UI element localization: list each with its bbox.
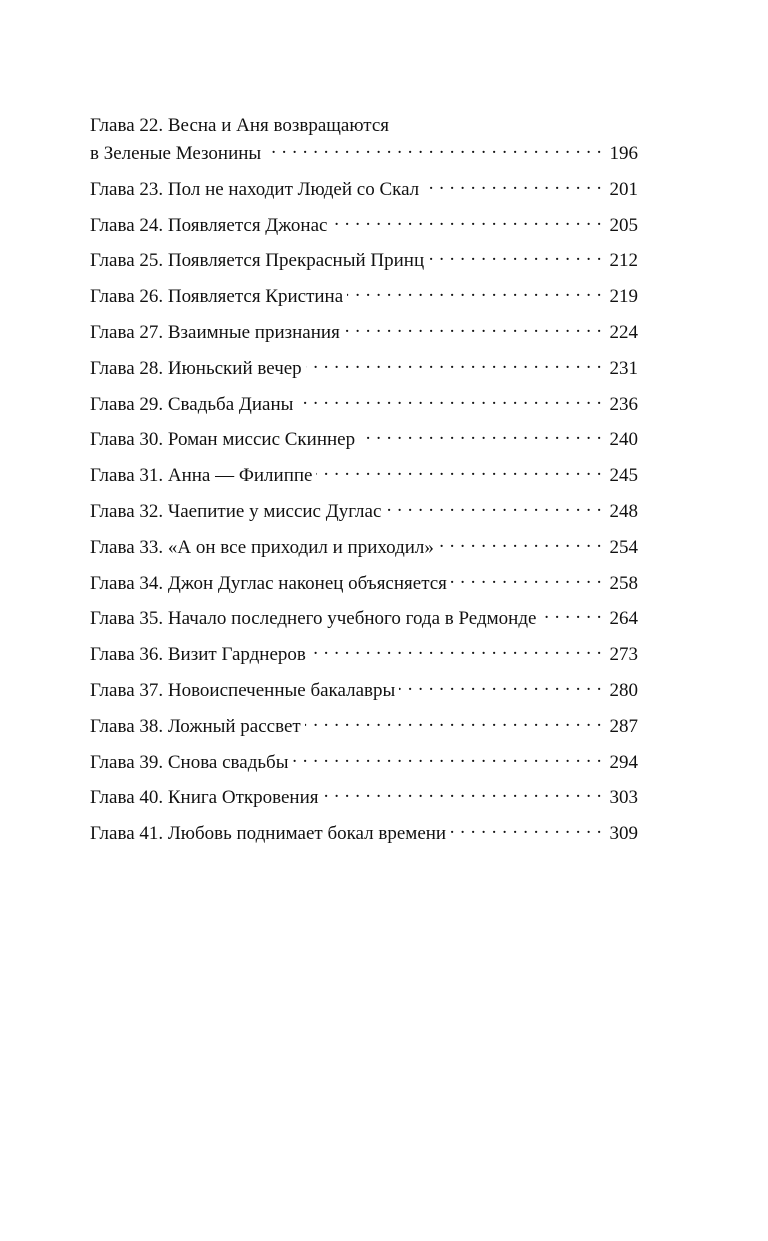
toc-entry-title: Глава 27. Взаимные признания — [90, 321, 340, 343]
toc-entry-title: Глава 35. Начало последнего учебного года в Редмонде — [90, 608, 537, 630]
toc-entry-title: Глава 37. Новоиспеченные бакалавры — [90, 679, 396, 701]
toc-entry-page-number: 236 — [609, 393, 638, 415]
toc-entry-page-number: 258 — [609, 572, 638, 594]
dot-leader — [306, 352, 602, 374]
toc-entry-chapter-28[interactable] — [90, 352, 638, 380]
toc-entry-chapter-36[interactable] — [90, 638, 638, 666]
toc-entry-title: Глава 26. Появляется Кристина — [90, 286, 344, 308]
toc-entry-title: Глава 39. Снова свадьбы — [90, 751, 289, 773]
dot-leader — [428, 244, 602, 266]
toc-entry-title: Глава 31. Анна — Филиппе — [90, 465, 313, 487]
toc-entry-title: Глава 38. Ложный рассвет — [90, 715, 301, 737]
toc-entry-title: Глава 25. Появляется Прекрасный Принц — [90, 250, 425, 272]
toc-entry-page-number: 303 — [609, 787, 638, 809]
dot-leader — [359, 423, 602, 445]
toc-entry-page-number: 294 — [609, 751, 638, 773]
toc-entry-page-number: 309 — [609, 823, 638, 845]
toc-entry-page-number: 224 — [609, 321, 638, 343]
dot-leader — [451, 567, 602, 589]
toc-entry-chapter-25[interactable] — [90, 244, 638, 272]
toc-entry-chapter-33[interactable] — [90, 531, 638, 559]
dot-leader — [297, 388, 602, 410]
toc-entry-title-line1: Глава 22. Весна и Аня возвращаются — [90, 115, 389, 136]
dot-leader — [385, 495, 602, 517]
toc-entry-title: Глава 41. Любовь поднимает бокал времени — [90, 823, 447, 845]
toc-entry-page-number: 205 — [609, 214, 638, 236]
dot-leader — [423, 173, 602, 195]
dot-leader — [316, 459, 602, 481]
toc-entry-chapter-40[interactable] — [90, 781, 638, 809]
toc-entry-title: Глава 30. Роман миссис Скиннер — [90, 429, 356, 451]
toc-entry-chapter-24[interactable] — [90, 209, 638, 237]
toc-entry-title: Глава 23. Пол не находит Людей со Скал — [90, 178, 420, 200]
toc-entry-chapter-27[interactable] — [90, 316, 638, 344]
toc-entry-chapter-41[interactable] — [90, 817, 638, 845]
toc-entry-chapter-31[interactable] — [90, 459, 638, 487]
table-of-contents — [90, 115, 638, 853]
dot-leader — [347, 280, 602, 302]
dot-leader — [292, 746, 602, 768]
toc-entry-chapter-35[interactable] — [90, 602, 638, 630]
dot-leader — [305, 710, 602, 732]
dot-leader — [450, 817, 602, 839]
toc-entry-page-number: 254 — [609, 536, 638, 558]
toc-entry-page-number: 248 — [609, 500, 638, 522]
toc-entry-title: Глава 24. Появляется Джонас — [90, 214, 328, 236]
toc-entry-chapter-39[interactable] — [90, 746, 638, 774]
toc-entry-page-number: 231 — [609, 357, 638, 379]
toc-entry-title: в Зеленые Мезонины — [90, 143, 262, 164]
toc-entry-title: Глава 33. «А он все приходил и приходил» — [90, 536, 434, 558]
dot-leader — [322, 781, 602, 803]
toc-entry-chapter-34[interactable] — [90, 567, 638, 595]
toc-entry-title: Глава 40. Книга Откровения — [90, 787, 319, 809]
toc-entry-page-number: 264 — [609, 608, 638, 630]
toc-entry-title: Глава 32. Чаепитие у миссис Дуглас — [90, 500, 382, 522]
dot-leader — [399, 674, 602, 696]
dot-leader — [540, 602, 602, 624]
toc-entry-chapter-22[interactable] — [90, 115, 638, 165]
toc-entry-page-number: 287 — [609, 715, 638, 737]
toc-entry-page-number: 219 — [609, 286, 638, 308]
toc-entry-chapter-32[interactable] — [90, 495, 638, 523]
toc-entry-chapter-37[interactable] — [90, 674, 638, 702]
toc-entry-title: Глава 36. Визит Гарднеров — [90, 644, 306, 666]
toc-entry-chapter-23[interactable] — [90, 173, 638, 201]
toc-entry-title: Глава 34. Джон Дуглас наконец объясняется — [90, 572, 447, 594]
toc-entry-page-number: 273 — [609, 644, 638, 666]
dot-leader — [265, 137, 602, 159]
toc-entry-page-number: 245 — [609, 465, 638, 487]
toc-entry-chapter-38[interactable] — [90, 710, 638, 738]
toc-entry-chapter-26[interactable] — [90, 280, 638, 308]
toc-entry-title: Глава 28. Июньский вечер — [90, 357, 302, 379]
toc-entry-page-number: 280 — [609, 679, 638, 701]
toc-entry-title: Глава 29. Свадьба Дианы — [90, 393, 294, 415]
toc-entry-page-number: 240 — [609, 429, 638, 451]
toc-entry-page-number: 196 — [609, 143, 638, 164]
dot-leader — [344, 316, 602, 338]
dot-leader — [331, 209, 602, 231]
dot-leader — [438, 531, 602, 553]
toc-entry-page-number: 212 — [609, 250, 638, 272]
toc-entry-chapter-30[interactable] — [90, 423, 638, 451]
toc-entry-chapter-29[interactable] — [90, 388, 638, 416]
dot-leader — [310, 638, 602, 660]
toc-entry-page-number: 201 — [609, 178, 638, 200]
